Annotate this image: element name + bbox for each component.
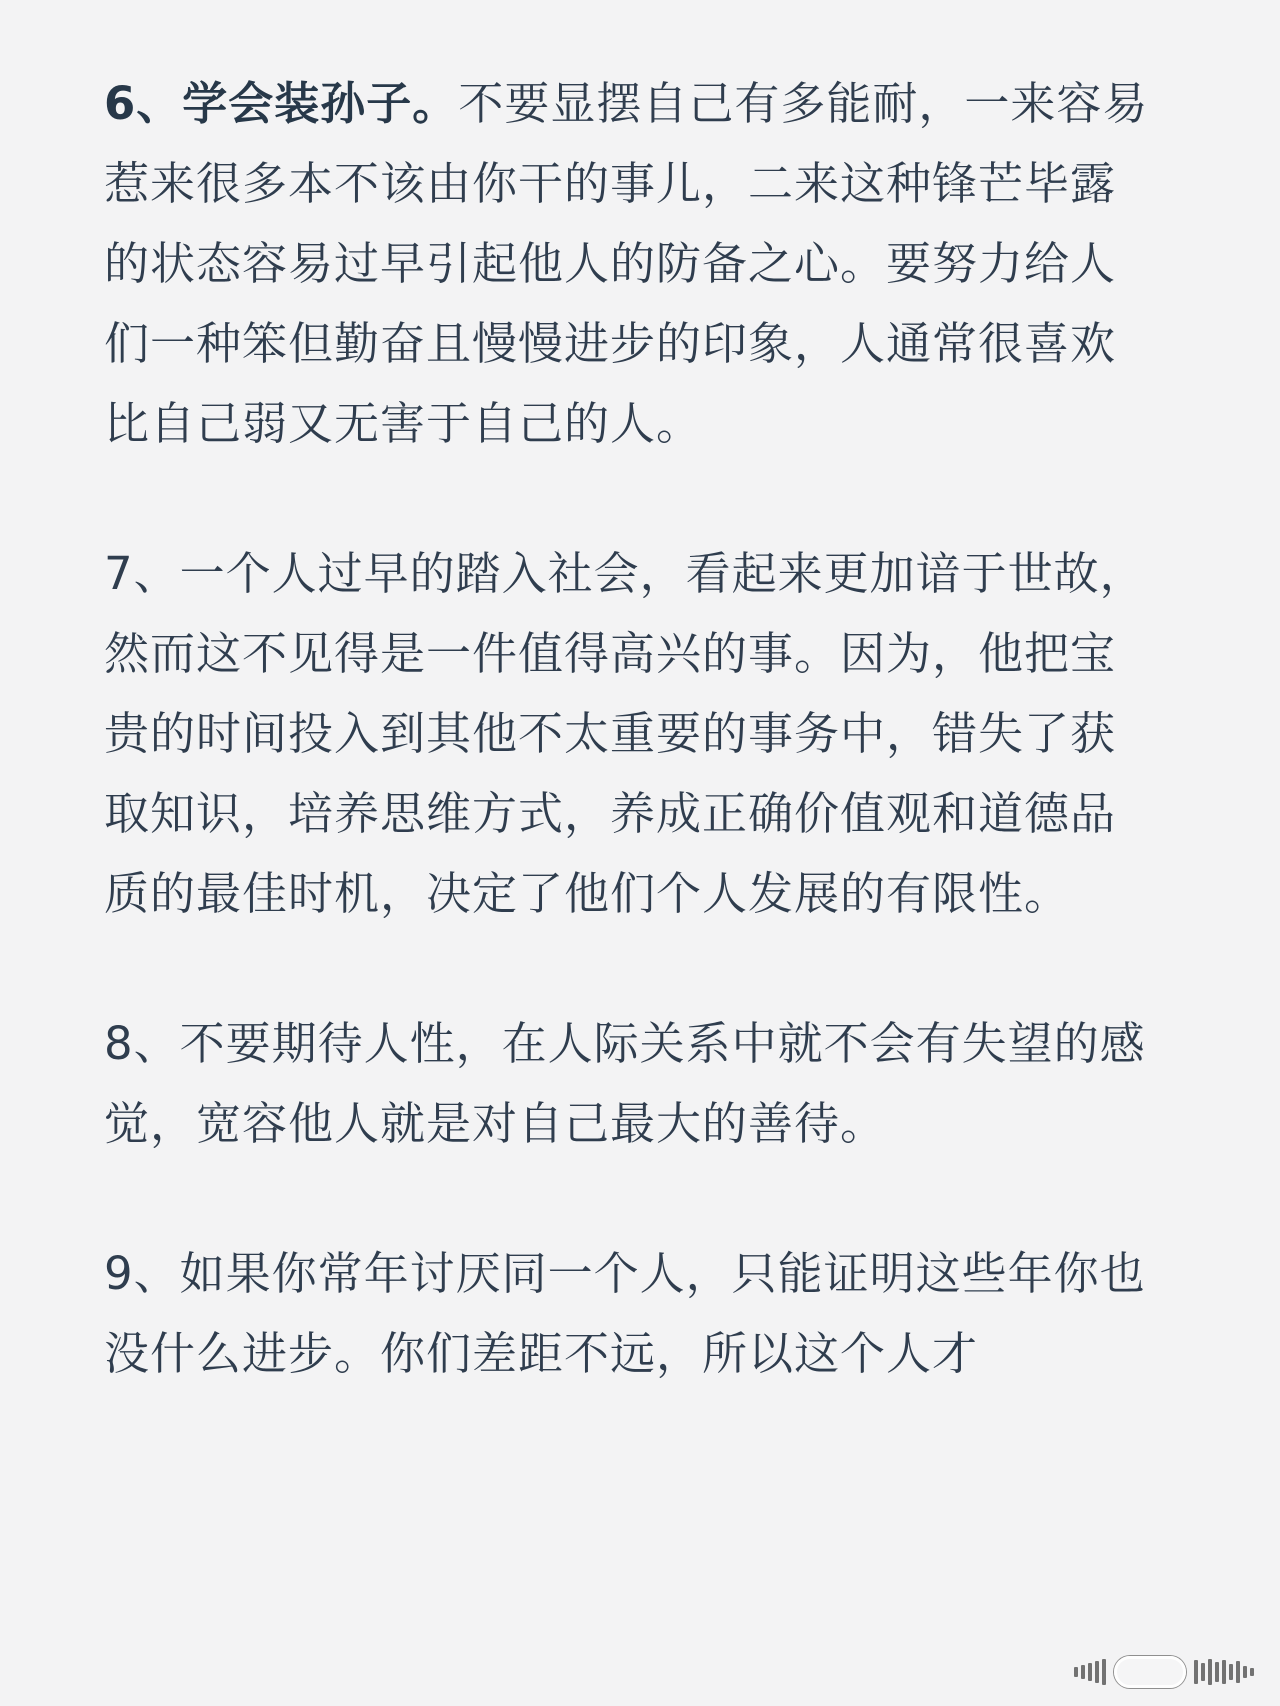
watermark-mark <box>1088 1663 1092 1681</box>
paragraph-text: 8、不要期待人性，在人际关系中就不会有失望的感觉，宽容他人就是对自己最大的善待。 <box>104 1017 1146 1150</box>
watermark-mark <box>1208 1659 1212 1685</box>
watermark-mark <box>1229 1664 1233 1680</box>
watermark-mark <box>1250 1668 1254 1676</box>
watermark-mark <box>1236 1661 1240 1683</box>
watermark-mark <box>1194 1660 1198 1684</box>
watermark-mark <box>1243 1666 1247 1678</box>
paragraph-6 <box>104 64 1160 464</box>
watermark-mark <box>1095 1661 1099 1683</box>
paragraph-text: 不要显摆自己有多能耐，一来容易惹来很多本不该由你干的事儿，二来这种锋芒毕露的状态容易过早引起他人的防备之心。要努力给人们一种笨但勤奋且慢慢进步的印象，人通常很喜欢比自己弱又无害于自己的人。 <box>104 77 1149 450</box>
watermark-logo-pill <box>1114 1656 1186 1688</box>
paragraph-9 <box>104 1234 1160 1394</box>
paragraph-text: 9、如果你常年讨厌同一个人，只能证明这些年你也没什么进步。你们差距不远，所以这个人才 <box>104 1247 1146 1380</box>
watermark-mark <box>1074 1667 1078 1677</box>
watermark-mark <box>1102 1659 1106 1685</box>
watermark <box>924 1654 1254 1690</box>
watermark-mark <box>1201 1663 1205 1681</box>
watermark-mark <box>1222 1660 1226 1684</box>
paragraph-8 <box>104 1004 1160 1164</box>
paragraph-7 <box>104 534 1160 934</box>
paragraph-lead: 6、学会装孙子。 <box>104 77 459 130</box>
watermark-mark <box>1215 1662 1219 1682</box>
paragraph-text: 7、一个人过早的踏入社会，看起来更加谙于世故，然而这不见得是一件值得高兴的事。因为，他把宝贵的时间投入到其他不太重要的事务中，错失了获取知识，培养思维方式，养成正确价值观和道德品质的最佳时机，决定了他们个人发展的有限性。 <box>104 547 1146 920</box>
watermark-mark <box>1081 1665 1085 1679</box>
